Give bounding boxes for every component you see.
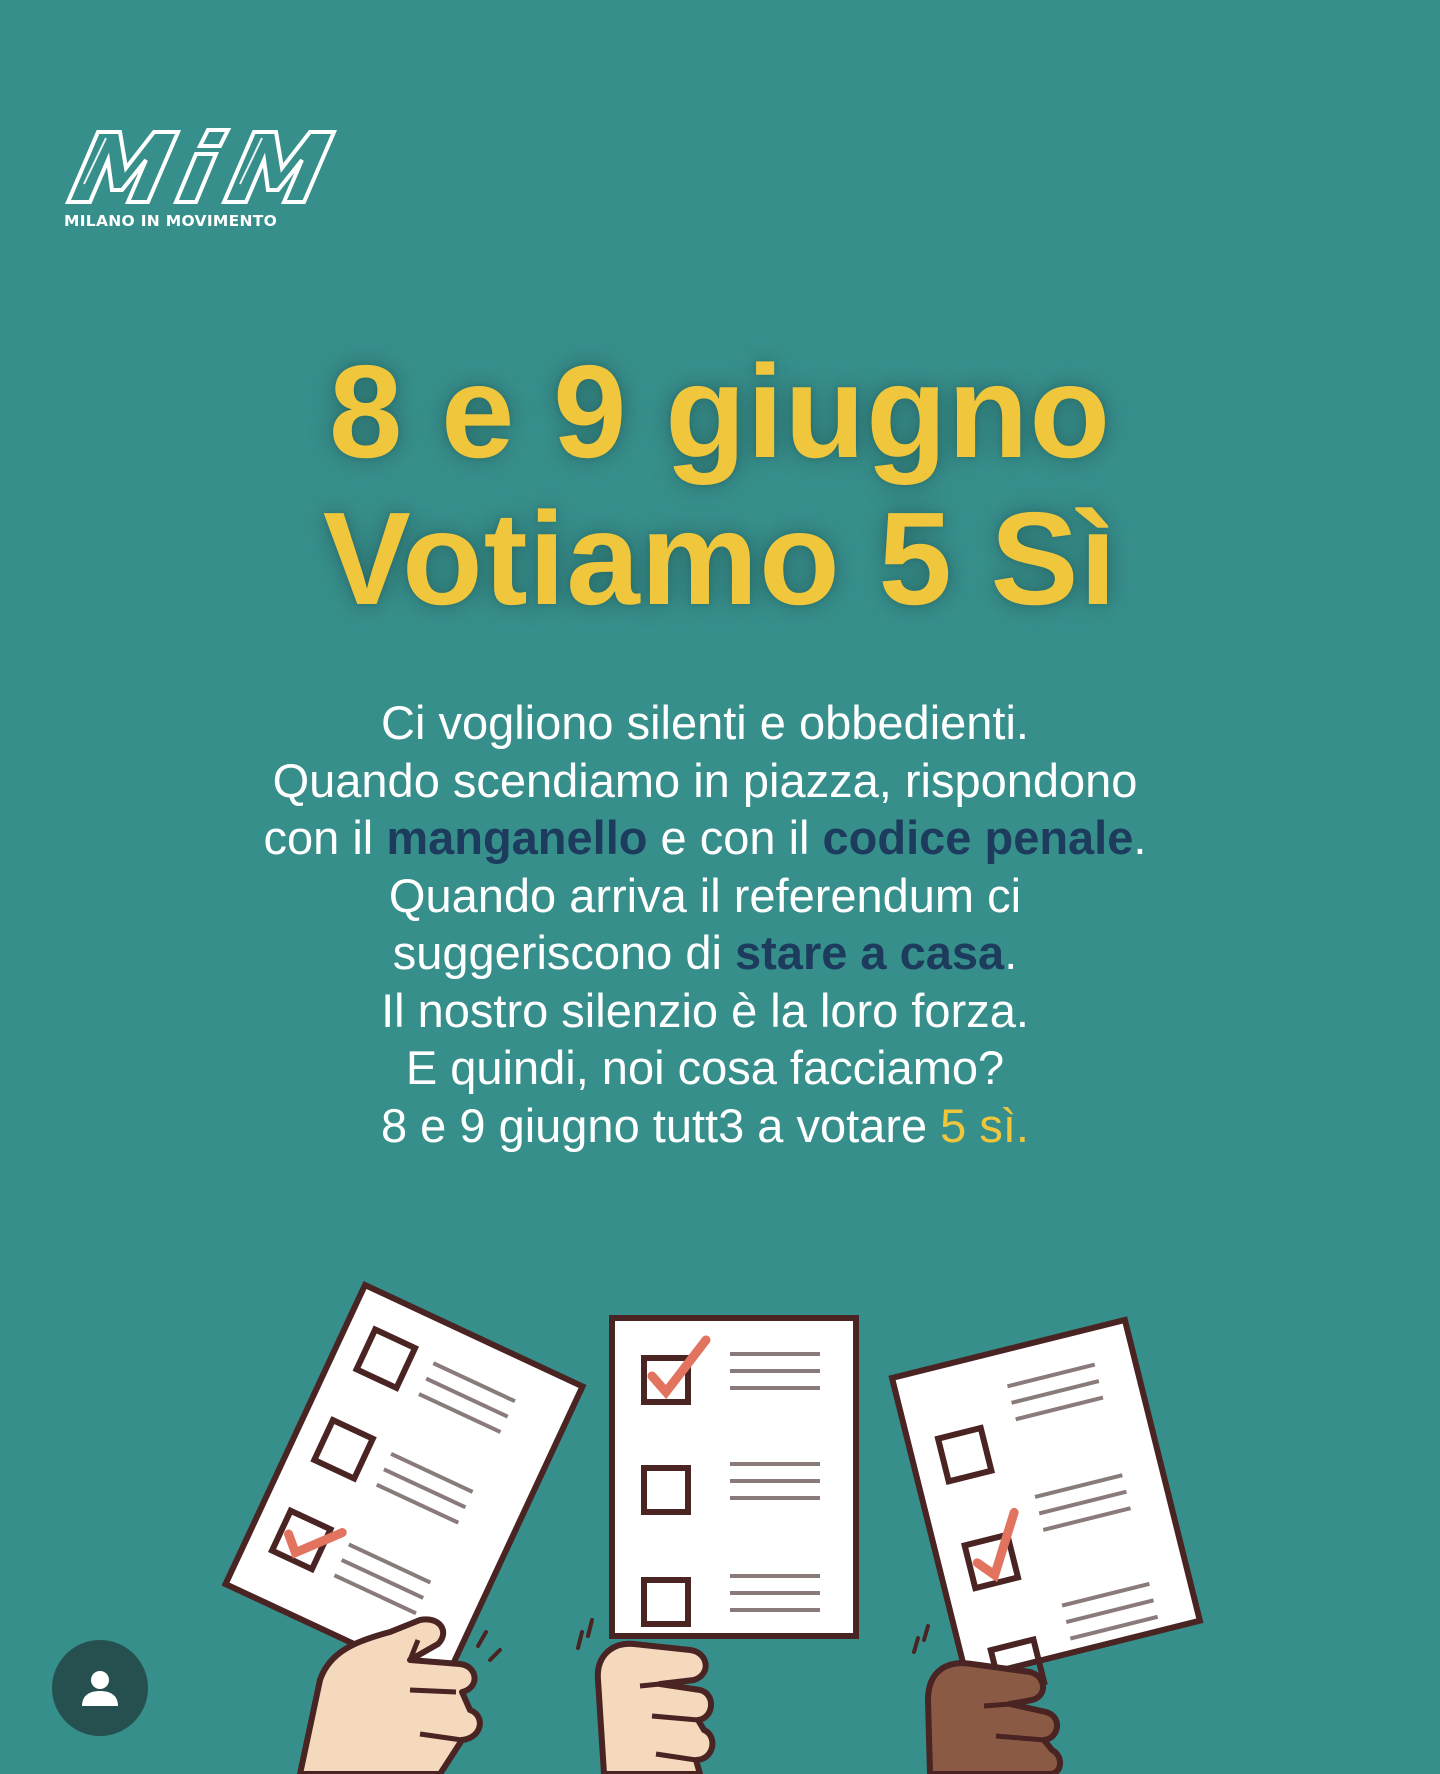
highlight-manganello: manganello — [386, 811, 648, 864]
body-line-7: E quindi, noi cosa facciamo? — [405, 1041, 1005, 1094]
body-line-3: con il manganello e con il codice penale. — [263, 811, 1147, 864]
headline-vote: Votiamo 5 Sì — [322, 485, 1118, 632]
ballots-svg — [0, 1260, 1440, 1774]
body-line-2: Quando scendiamo in piazza, rispondono — [272, 753, 1138, 807]
hand-left — [300, 1619, 500, 1774]
highlight-stare-a-casa: stare a casa — [735, 926, 1005, 979]
body-line-5: suggeriscono di stare a casa. — [392, 926, 1018, 979]
ballot-middle — [612, 1318, 856, 1636]
body-paragraph — [180, 694, 1230, 1154]
logo — [64, 128, 364, 238]
logo-subtitle: MILANO IN MOVIMENTO — [64, 212, 278, 230]
highlight-codice-penale: codice penale — [822, 811, 1134, 864]
profile-avatar-button[interactable] — [52, 1640, 148, 1736]
hand-middle — [578, 1620, 712, 1774]
body-line-1: Ci vogliono silenti e obbedienti. — [381, 696, 1029, 749]
headline-date: 8 e 9 giugno — [328, 338, 1112, 485]
body-line-4: Quando arriva il referendum ci — [388, 868, 1022, 922]
ballot-hands-illustration — [0, 1260, 1440, 1774]
ballot-right — [892, 1320, 1205, 1700]
body-line-6: Il nostro silenzio è la loro forza. — [381, 983, 1029, 1037]
body-line-8: 8 e 9 giugno tutt3 a votare 5 sì. — [380, 1098, 1029, 1152]
user-icon — [78, 1666, 122, 1710]
highlight-5-si: 5 sì. — [940, 1098, 1029, 1152]
mim-logo-mark — [64, 128, 364, 212]
